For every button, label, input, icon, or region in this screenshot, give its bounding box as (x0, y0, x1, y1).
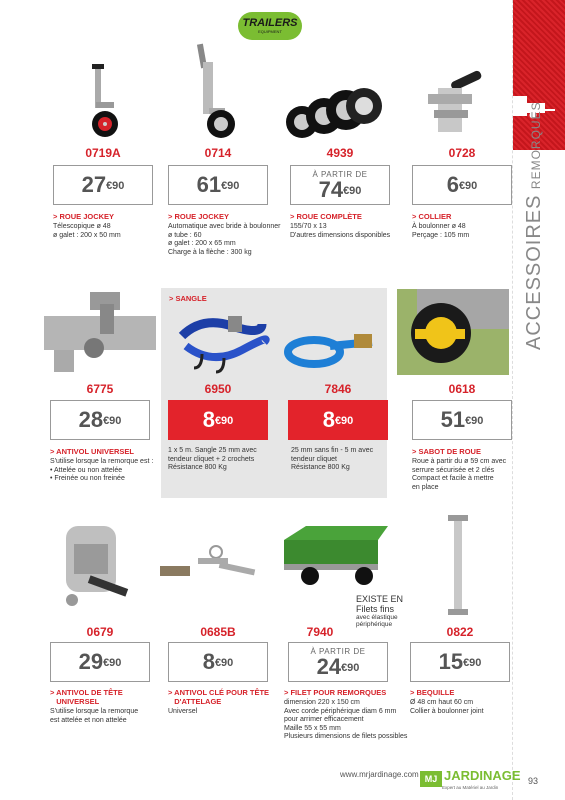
product-title-0719a: > ROUE JOCKEY (53, 212, 115, 221)
product-desc-0728: À boulonner ø 48 Perçage : 105 mm (412, 223, 470, 239)
price-value: $27^{€90}$ (81, 172, 125, 197)
price-box-7846 (288, 400, 388, 440)
auto-jockey-wheel-image (187, 42, 242, 142)
product-ref-0618: 0618 (448, 382, 476, 396)
section-subtitle: REMORQUES (529, 101, 543, 190)
ratchet-strap-hooks-image (172, 306, 272, 378)
complete-wheels-image (284, 82, 384, 142)
price-value: $29^{€90}$ (78, 649, 122, 674)
product-title-0728: > COLLIER (412, 212, 452, 221)
product-desc-4939: 155/70 x 13 D'autres dimensions disponibles (290, 223, 391, 239)
price-value: $61^{€90}$ (196, 172, 240, 197)
product-desc-7846: 25 mm sans fin - 5 m avec tendeur cliquet Résistance 800 Kg (291, 447, 374, 471)
trailers-logo (238, 12, 302, 40)
key-lock-image (158, 544, 262, 584)
product-desc-0618: Roue à partir du ø 59 cm avec serrure sécurisée et 2 clés Compact et facile à mettre en place (412, 458, 507, 491)
section-label (513, 101, 565, 360)
product-title-0679: > ANTIVOL DE TÊTE UNIVERSEL (50, 688, 123, 706)
sangle-group-title: > SANGLE (169, 294, 207, 303)
product-title-4939: > ROUE COMPLÈTE (290, 212, 362, 221)
universal-lock-image (44, 290, 156, 376)
section-title: ACCESSOIRES (523, 194, 545, 350)
product-desc-7940: dimension 220 x 150 cm Avec corde périphérique diam 6 mm pour arrimer efficacement Maille 55 x 55 mm Plusieurs dimensions de filets possibles (284, 699, 408, 740)
price-value: $74^{€90}$ (318, 176, 362, 202)
price-box-6775 (50, 400, 150, 440)
product-title-0714: > ROUE JOCKEY (168, 212, 230, 221)
net-variant-note: EXISTE EN Filets fins avec élastique périphérique (356, 594, 404, 628)
mrjardinage-logo (420, 767, 521, 790)
product-desc-0822: Ø 48 cm haut 60 cm Collier à boulonner joint (410, 699, 484, 715)
jockey-wheel-image (78, 62, 128, 142)
wheel-clamp-image (397, 289, 509, 375)
endless-strap-image (280, 326, 380, 370)
product-title-0685b: > ANTIVOL CLÉ POUR TÊTE D'ATTELAGE (168, 688, 270, 706)
price-box-0679 (50, 642, 150, 682)
product-desc-0714: Automatique avec bride à boulonner ø tube : 60 ø galet : 200 x 65 mm Charge à la flèche : 300 kg (168, 223, 281, 256)
product-desc-0679: S'utilise lorsque la remorque est attelée et non attelée (50, 708, 139, 724)
sidebar (512, 0, 565, 800)
product-ref-0728: 0728 (448, 146, 476, 160)
trailer-net-image (280, 520, 390, 592)
logo-brand: TRAILERS (242, 17, 298, 29)
website-link[interactable]: www.mrjardinage.com (340, 770, 419, 779)
product-desc-0719a: Télescopique ø 48 ø galet : 200 x 50 mm (53, 223, 121, 239)
logo-sub: EQUIPMENT (258, 29, 282, 34)
price-value: $6^{€90}$ (446, 172, 478, 197)
price-box-0719a (53, 165, 153, 205)
price-box-0728 (412, 165, 512, 205)
product-ref-7846: 7846 (324, 382, 352, 396)
price-prefix: À PARTIR DE (312, 169, 368, 179)
product-ref-4939: 4939 (326, 146, 354, 160)
price-box-0618 (412, 400, 512, 440)
product-ref-0719a: 0719A (85, 146, 121, 160)
price-prefix: À PARTIR DE (310, 646, 366, 656)
price-box-6950 (168, 400, 268, 440)
collar-image (418, 70, 488, 142)
logo-mark: MJ (420, 771, 442, 787)
product-ref-7940: 7940 (306, 625, 334, 639)
price-box-4939 (290, 165, 390, 205)
price-box-7940 (288, 642, 388, 682)
price-value: $28^{€90}$ (78, 407, 122, 432)
product-title-6775: > ANTIVOL UNIVERSEL (50, 447, 134, 456)
price-box-0685b (168, 642, 268, 682)
support-leg-image (440, 515, 480, 619)
product-ref-0822: 0822 (446, 625, 474, 639)
product-title-0618: > SABOT DE ROUE (412, 447, 481, 456)
price-box-0822 (410, 642, 510, 682)
price-value: $8^{€90}$ (322, 407, 354, 432)
price-value: $51^{€90}$ (440, 407, 484, 432)
product-ref-6950: 6950 (204, 382, 232, 396)
product-desc-0685b: Universel (168, 708, 198, 715)
product-desc-6775: S'utilise lorsque la remorque est : • Attelée ou non attelée • Freinée ou non freinée (50, 458, 154, 482)
logo-word: JARDINAGE (444, 768, 521, 783)
product-title-7940: > FILET POUR REMORQUES (284, 688, 387, 697)
logo-tagline: Expert au Matériel au Jardin (442, 785, 499, 790)
product-ref-0685b: 0685B (200, 625, 236, 639)
product-ref-6775: 6775 (86, 382, 114, 396)
head-lock-image (60, 520, 130, 610)
page-number: 93 (528, 776, 539, 786)
product-desc-6950: 1 x 5 m. Sangle 25 mm avec tendeur cliquet + 2 crochets Résistance 800 Kg (168, 447, 257, 471)
price-value: $15^{€90}$ (438, 649, 482, 674)
price-box-0714 (168, 165, 268, 205)
product-title-0822: > BEQUILLE (410, 688, 455, 697)
product-ref-0679: 0679 (86, 625, 114, 639)
price-value: $24^{€90}$ (316, 653, 360, 679)
price-value: $8^{€90}$ (202, 407, 234, 432)
product-ref-0714: 0714 (204, 146, 232, 160)
price-value: $8^{€90}$ (202, 649, 234, 674)
